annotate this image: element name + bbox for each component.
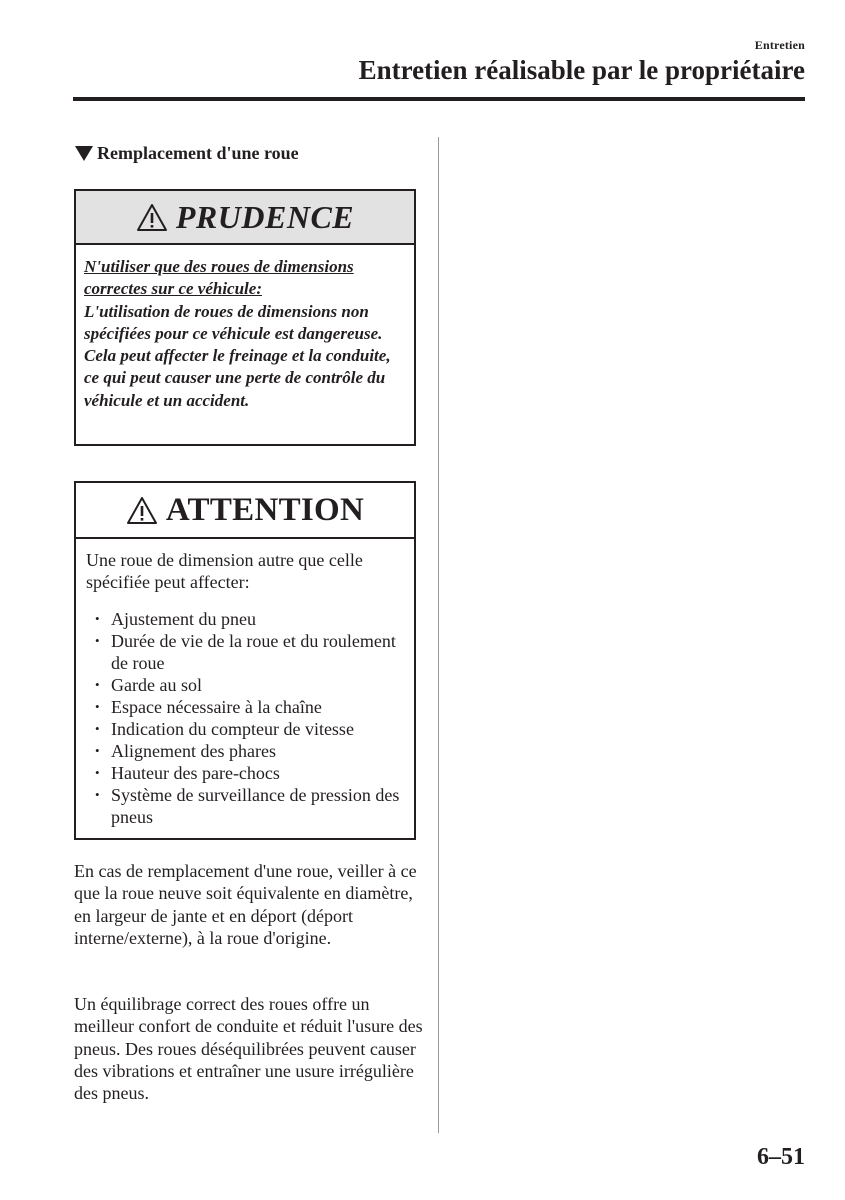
page-title: Entretien réalisable par le propriétaire xyxy=(358,55,805,85)
prudence-box xyxy=(74,189,416,446)
list-item: • Alignement des phares xyxy=(86,740,404,762)
warning-triangle-icon xyxy=(126,496,158,525)
prudence-lead-line-1: N'utiliser que des roues de dimensions xyxy=(84,257,354,276)
prudence-header xyxy=(76,191,414,245)
attention-box xyxy=(74,481,416,840)
section-heading-text: Remplacement d'une roue xyxy=(97,143,299,163)
prudence-body-text: L'utilisation de roues de dimensions non spécifiées pour ce véhicule est dangereuse. Cela peut affecter le freinage et la conduite, ce qui peut causer une perte de contrôle du véhicule et un accident. xyxy=(84,301,391,410)
list-item: • Espace nécessaire à la chaîne xyxy=(86,696,404,718)
paragraph-wheel-replacement: En cas de remplacement d'une roue, veiller à ce que la roue neuve soit équivalente en diamètre, en largeur de jante et en déport (déport interne/externe), à la roue d'origine. xyxy=(74,861,417,948)
prudence-title: PRUDENCE xyxy=(175,198,355,235)
paragraph-wheel-balancing: Un équilibrage correct des roues offre un meilleur confort de conduite et réduit l'usure des pneus. Des roues déséquilibrées peuvent causer des vibrations et entraîner une usure irrégulière des pneus. xyxy=(74,994,423,1104)
list-item: • Système de surveillance de pression des pneus xyxy=(86,784,404,828)
prudence-text xyxy=(76,245,414,412)
prudence-lead-line-2: correctes sur ce véhicule: xyxy=(84,279,262,299)
list-item: • Garde au sol xyxy=(86,674,404,696)
header-section-label: Entretien xyxy=(754,38,805,52)
warning-triangle-icon xyxy=(136,203,168,232)
list-item: • Ajustement du pneu xyxy=(86,608,404,630)
section-triangle-icon xyxy=(75,146,93,161)
list-item: • Indication du compteur de vitesse xyxy=(86,718,404,740)
section-heading xyxy=(75,143,299,164)
column-divider xyxy=(438,137,439,1133)
page-number: 6–51 xyxy=(757,1144,805,1170)
list-item: • Hauteur des pare-chocs xyxy=(86,762,404,784)
attention-list xyxy=(86,608,404,828)
header-divider xyxy=(73,97,805,101)
attention-header xyxy=(76,483,414,539)
attention-text xyxy=(76,539,414,828)
attention-title: ATTENTION xyxy=(165,491,365,528)
list-item: • Durée de vie de la roue et du roulement de roue xyxy=(86,630,404,674)
attention-intro: Une roue de dimension autre que celle spécifiée peut affecter: xyxy=(86,550,363,592)
